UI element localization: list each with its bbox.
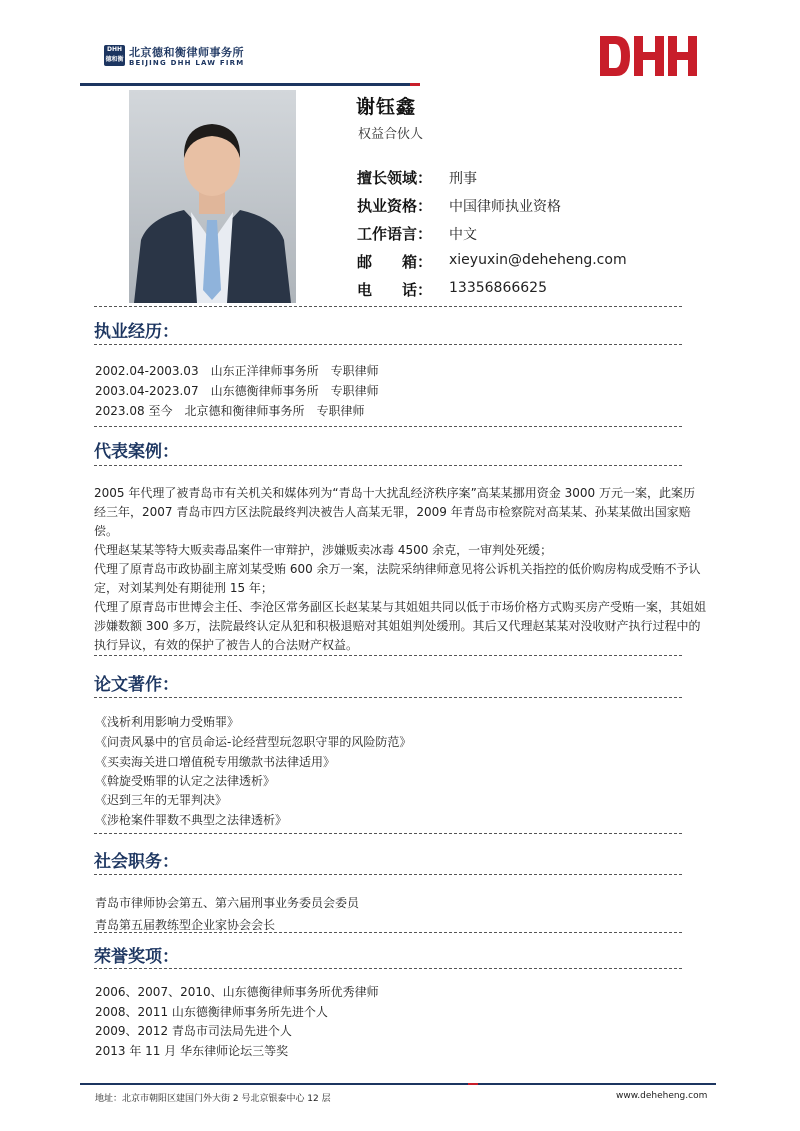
social-item: 青岛第五届教练型企业家协会会长	[95, 918, 276, 932]
lawyer-name: 谢钰鑫	[356, 96, 417, 118]
section-divider	[94, 874, 682, 875]
logo-text-bottom: 德和衡	[105, 56, 124, 63]
header-divider-accent	[410, 83, 420, 86]
info-label-qualification: 执业资格：	[357, 197, 433, 215]
case-paragraph: 代理赵某某等特大贩卖毒品案件一审辩护，涉嫌贩卖冰毒 4500 余克，一审判处死缓；	[94, 543, 553, 557]
firm-name-cn: 北京德和衡律师事务所	[129, 46, 244, 59]
case-paragraph: 代理了原青岛市政协副主席刘某受贿 600 余万一案，法院采纳律师意见将公诉机关指控的低价购房构成受贿不予认定，对刘某判处有期徒刑 15 年；	[94, 562, 701, 595]
paper-item: 《迟到三年的无罪判决》	[95, 793, 228, 807]
info-label-language: 工作语言：	[357, 225, 433, 243]
section-divider	[94, 655, 682, 656]
header-divider	[80, 83, 410, 86]
section-divider	[94, 426, 682, 427]
experience-item: 2023.08 至今 北京德和衡律师事务所 专职律师	[95, 404, 365, 418]
cases-body	[94, 484, 706, 655]
footer-divider-accent	[468, 1083, 478, 1085]
footer-divider	[80, 1083, 468, 1085]
honor-item: 2006、2007、2010、山东德衡律师事务所优秀律师	[95, 985, 379, 999]
case-paragraph: 2005 年代理了被青岛市有关机关和媒体列为“青岛十大扰乱经济秩序案”高某某挪用资金 3000 万元一案，此案历经三年，2007 青岛市四方区法院最终判决被告人高某无罪，2009 年青岛市检察院对高某某、孙某某做出国家赔偿。	[94, 486, 695, 538]
section-divider	[94, 465, 682, 466]
section-title-honors: 荣誉奖项：	[94, 947, 179, 967]
honor-item: 2008、2011 山东德衡律师事务所先进个人	[95, 1005, 328, 1019]
info-label-phone: 电 话：	[357, 281, 433, 299]
info-label-practice-area: 擅长领域：	[357, 169, 433, 187]
footer-website-link[interactable]: www.deheheng.com	[616, 1091, 708, 1101]
dhh-brand-mark	[598, 34, 698, 78]
footer-address: 地址：北京市朝阳区建国门外大街 2 号北京银泰中心 12 层	[95, 1094, 331, 1104]
info-label-email: 邮 箱：	[357, 253, 433, 271]
paper-item: 《浅析利用影响力受贿罪》	[95, 715, 240, 729]
info-value-language: 中文	[449, 227, 477, 243]
honor-item: 2013 年 11 月 华东律师论坛三等奖	[95, 1044, 289, 1058]
info-value-practice-area: 刑事	[449, 171, 477, 187]
paper-item: 《斡旋受贿罪的认定之法律透析》	[95, 774, 276, 788]
social-item: 青岛市律师协会第五、第六届刑事业务委员会委员	[95, 896, 360, 910]
honor-item: 2009、2012 青岛市司法局先进个人	[95, 1024, 292, 1038]
paper-item: 《买卖海关进口增值税专用缴款书法律适用》	[95, 755, 336, 769]
info-value-email[interactable]: xieyuxin@deheheng.com	[449, 252, 627, 268]
firm-logo	[104, 45, 125, 66]
section-divider	[94, 932, 682, 933]
firm-name-en: BEIJING DHH LAW FIRM	[129, 59, 245, 67]
section-title-experience: 执业经历：	[94, 322, 179, 342]
paper-item: 《涉枪案件罪数不典型之法律透析》	[95, 813, 288, 827]
section-title-social: 社会职务：	[94, 852, 179, 872]
experience-item: 2003.04-2023.07 山东德衡律师事务所 专职律师	[95, 384, 379, 398]
logo-text-top: DHH	[106, 46, 123, 53]
info-value-phone[interactable]: 13356866625	[449, 280, 547, 296]
section-divider	[94, 697, 682, 698]
section-title-cases: 代表案例：	[94, 442, 179, 462]
info-value-qualification: 中国律师执业资格	[449, 199, 561, 215]
footer-divider	[478, 1083, 716, 1085]
case-paragraph: 代理了原青岛市世博会主任、李沧区常务副区长赵某某与其姐姐共同以低于市场价格方式购买房产受贿一案，其姐姐涉嫌数额 300 多万，法院最终认定从犯和积极退赔对其姐姐判处缓刑。其后又代理赵某某对没收财产执行过程中的执行异议，有效的保护了被告人的合法财产权益。	[94, 600, 707, 652]
section-divider	[94, 968, 682, 969]
paper-item: 《问责风暴中的官员命运-论经营型玩忽职守罪的风险防范》	[95, 735, 412, 749]
lawyer-portrait-icon	[129, 90, 296, 303]
section-divider	[94, 344, 682, 345]
section-title-papers: 论文著作：	[94, 675, 179, 695]
section-divider	[94, 306, 682, 307]
lawyer-title: 权益合伙人	[358, 127, 424, 142]
section-divider	[94, 833, 682, 834]
experience-item: 2002.04-2003.03 山东正洋律师事务所 专职律师	[95, 364, 379, 378]
